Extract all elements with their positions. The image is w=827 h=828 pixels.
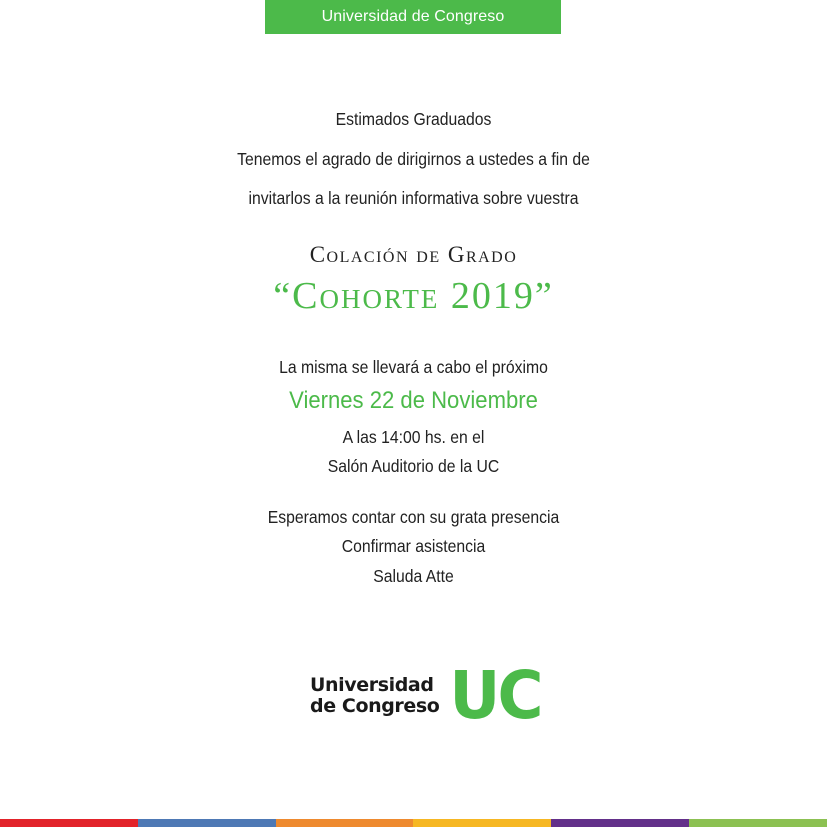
- intro-line-1: Tenemos el agrado de dirigirnos a ustedes a fin de: [237, 149, 590, 169]
- color-bar-segment-2: [138, 819, 276, 827]
- color-bar-segment-6: [689, 819, 827, 827]
- logo-line-2: de Congreso: [310, 695, 440, 717]
- logo-uc-mark: UC: [449, 657, 542, 734]
- footer-color-bar: [0, 819, 827, 827]
- closing-line-1: Esperamos contar con su grata presencia: [267, 507, 560, 527]
- color-bar-segment-1: [0, 819, 138, 827]
- banner-title: Universidad de Congreso: [321, 8, 505, 25]
- color-bar-segment-5: [551, 819, 689, 827]
- header-banner: [265, 0, 561, 34]
- event-date: Viernes 22 de Noviembre: [289, 387, 538, 414]
- greeting: Estimados Graduados: [335, 109, 492, 129]
- color-bar-segment-3: [276, 819, 414, 827]
- details-lead: La misma se llevará a cabo el próximo: [279, 357, 548, 377]
- event-subtitle: Colación de Grado: [309, 242, 518, 267]
- closing-line-2: Confirmar asistencia: [341, 536, 486, 556]
- event-time: A las 14:00 hs. en el: [342, 427, 485, 447]
- event-title: “Cohorte 2019”: [273, 275, 554, 317]
- logo-line-1: Universidad: [310, 674, 434, 696]
- event-place: Salón Auditorio de la UC: [327, 456, 500, 476]
- logo-wordmark: [310, 675, 439, 717]
- intro-line-2: invitarlos a la reunión informativa sobre vuestra: [248, 188, 579, 208]
- color-bar-segment-4: [413, 819, 551, 827]
- closing-line-3: Saluda Atte: [373, 566, 454, 586]
- university-logo: [310, 657, 543, 734]
